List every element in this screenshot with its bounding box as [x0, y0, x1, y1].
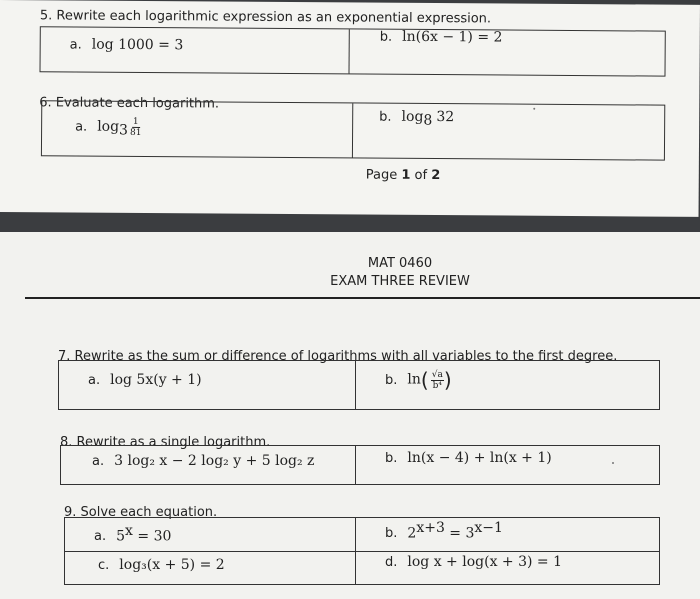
- question-5a: [70, 36, 184, 53]
- column-divider: [348, 29, 349, 73]
- question-9c: [98, 557, 225, 573]
- column-divider: [355, 446, 356, 484]
- question-5b: [380, 29, 503, 46]
- question-6b: [379, 109, 454, 129]
- expression: 3 log₂ x − 2 log₂ y + 5 log₂ z: [114, 453, 315, 469]
- question-8a: [92, 453, 314, 469]
- question-9-heading: 9. Solve each equation.: [64, 505, 218, 520]
- expression: log 1000 = 3: [91, 36, 184, 54]
- exponent: x−1: [474, 520, 503, 536]
- numerator: 1: [132, 116, 139, 127]
- exponent: x: [125, 523, 133, 539]
- rest: = 30: [132, 528, 172, 545]
- item-label: a.: [75, 119, 88, 135]
- question-7-heading: 7. Rewrite as the sum or difference of logarithms with all variables to the first degree.: [58, 349, 618, 364]
- title-rule: [25, 297, 700, 299]
- column-divider: [355, 361, 356, 409]
- question-8-heading: 8. Rewrite as a single logarithm.: [60, 435, 271, 450]
- page-two: [0, 232, 700, 599]
- item-label: c.: [98, 558, 110, 573]
- question-9d: [385, 554, 562, 570]
- expression: ln(x − 4) + ln(x + 1): [407, 450, 552, 466]
- row-divider: [65, 551, 659, 552]
- question-7b: [385, 368, 452, 392]
- expression: log 5x(y + 1): [110, 372, 202, 388]
- question-6a: [75, 117, 142, 139]
- page-total: 2: [431, 168, 441, 184]
- base: 5: [116, 528, 126, 545]
- item-label: a.: [69, 37, 82, 53]
- column-divider: [352, 103, 353, 157]
- page-prefix: Page: [365, 167, 402, 183]
- course-code: MAT 0460: [367, 256, 433, 271]
- argument: 32: [436, 109, 455, 126]
- expression: log₃(x + 5) = 2: [119, 557, 225, 573]
- expression: log x + log(x + 3) = 1: [407, 554, 562, 570]
- log-base: 3: [119, 122, 129, 139]
- ln-word: ln: [407, 371, 421, 388]
- log-base: 8: [423, 112, 433, 129]
- stray-mark: [533, 108, 535, 110]
- question-5-heading: 5. Rewrite each logarithmic expression as an exponential expression.: [39, 8, 492, 27]
- question-7a: [88, 372, 202, 388]
- log-word: log: [97, 118, 120, 135]
- item-label: a.: [88, 373, 101, 388]
- item-label: b.: [385, 526, 398, 542]
- log-word: log: [401, 108, 424, 125]
- item-label: a.: [94, 529, 107, 545]
- expression: ln(6x − 1) = 2: [402, 28, 503, 46]
- question-9a: [94, 523, 171, 544]
- right-paren: ): [443, 368, 452, 392]
- denominator: b⁴: [432, 380, 442, 391]
- page-current: 1: [401, 167, 411, 183]
- item-label: d.: [385, 555, 398, 570]
- question-9b: [385, 520, 503, 541]
- fraction: [130, 117, 142, 138]
- fraction: [431, 370, 444, 391]
- numerator: √a: [431, 369, 443, 380]
- page-number: [366, 168, 441, 184]
- page-one: [0, 0, 700, 217]
- review-title: EXAM THREE REVIEW: [330, 274, 470, 289]
- stray-mark: [612, 462, 614, 464]
- middle: = 3: [444, 525, 475, 542]
- question-8b: [385, 450, 552, 466]
- page-of: of: [410, 167, 432, 184]
- item-label: b.: [385, 451, 398, 466]
- exponent: x+3: [416, 520, 445, 536]
- left-paren: (: [420, 368, 429, 392]
- base: 2: [407, 525, 417, 542]
- denominator: 81: [129, 127, 142, 138]
- item-label: a.: [92, 454, 105, 469]
- item-label: b.: [379, 29, 393, 45]
- item-label: b.: [379, 109, 392, 125]
- item-label: b.: [385, 372, 398, 388]
- question-6-heading: 6. Evaluate each logarithm.: [39, 95, 220, 112]
